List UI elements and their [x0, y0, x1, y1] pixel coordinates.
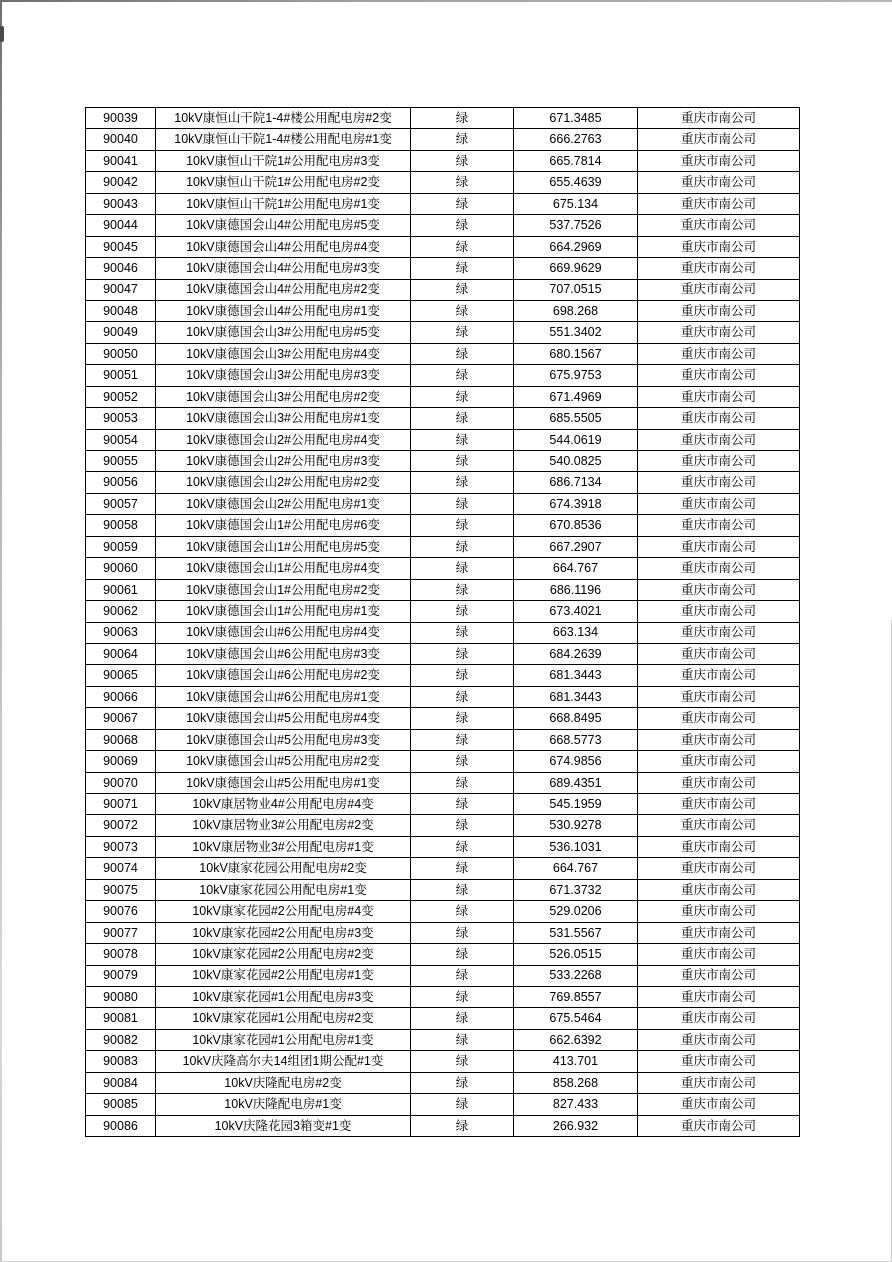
row-status-cell: 绿	[411, 236, 514, 257]
table-row	[86, 836, 800, 857]
row-status-cell: 绿	[411, 536, 514, 557]
row-company-cell: 重庆市南公司	[638, 365, 800, 386]
table-row	[86, 686, 800, 707]
row-value-cell: 675.9753	[514, 365, 638, 386]
substation-table	[85, 107, 800, 1137]
row-value-cell: 684.2639	[514, 643, 638, 664]
row-value-cell: 685.5505	[514, 408, 638, 429]
row-company-cell: 重庆市南公司	[638, 708, 800, 729]
row-name-cell: 10kV康家花园#1公用配电房#1变	[156, 1029, 411, 1050]
row-id-cell: 90068	[86, 729, 156, 750]
table-row	[86, 515, 800, 536]
row-status-cell: 绿	[411, 922, 514, 943]
row-company-cell: 重庆市南公司	[638, 279, 800, 300]
table-row	[86, 579, 800, 600]
row-name-cell: 10kV康恒山干院1-4#楼公用配电房#1变	[156, 129, 411, 150]
row-id-cell: 90056	[86, 472, 156, 493]
row-name-cell: 10kV康德国会山#5公用配电房#1变	[156, 772, 411, 793]
row-value-cell: 689.4351	[514, 772, 638, 793]
row-id-cell: 90054	[86, 429, 156, 450]
row-company-cell: 重庆市南公司	[638, 579, 800, 600]
row-value-cell: 668.8495	[514, 708, 638, 729]
row-name-cell: 10kV庆隆配电房#1变	[156, 1094, 411, 1115]
row-id-cell: 90042	[86, 172, 156, 193]
row-name-cell: 10kV康家花园公用配电房#2变	[156, 858, 411, 879]
row-value-cell: 671.3485	[514, 108, 638, 129]
row-company-cell: 重庆市南公司	[638, 601, 800, 622]
row-name-cell: 10kV康德国会山1#公用配电房#2变	[156, 579, 411, 600]
row-company-cell: 重庆市南公司	[638, 858, 800, 879]
row-status-cell: 绿	[411, 601, 514, 622]
row-value-cell: 526.0515	[514, 944, 638, 965]
row-company-cell: 重庆市南公司	[638, 343, 800, 364]
row-status-cell: 绿	[411, 300, 514, 321]
table-row	[86, 708, 800, 729]
row-company-cell: 重庆市南公司	[638, 751, 800, 772]
row-company-cell: 重庆市南公司	[638, 300, 800, 321]
scan-artifact-mark	[0, 26, 4, 42]
row-name-cell: 10kV康德国会山#6公用配电房#4变	[156, 622, 411, 643]
row-id-cell: 90051	[86, 365, 156, 386]
row-name-cell: 10kV康家花园#1公用配电房#2变	[156, 1008, 411, 1029]
row-name-cell: 10kV康德国会山#6公用配电房#2变	[156, 665, 411, 686]
row-status-cell: 绿	[411, 429, 514, 450]
row-name-cell: 10kV康家花园#2公用配电房#2变	[156, 944, 411, 965]
row-company-cell: 重庆市南公司	[638, 172, 800, 193]
row-id-cell: 90039	[86, 108, 156, 129]
row-name-cell: 10kV康德国会山1#公用配电房#5变	[156, 536, 411, 557]
row-value-cell: 664.767	[514, 858, 638, 879]
row-company-cell: 重庆市南公司	[638, 129, 800, 150]
row-name-cell: 10kV康德国会山4#公用配电房#5变	[156, 215, 411, 236]
row-status-cell: 绿	[411, 1029, 514, 1050]
row-id-cell: 90078	[86, 944, 156, 965]
row-company-cell: 重庆市南公司	[638, 965, 800, 986]
row-status-cell: 绿	[411, 1115, 514, 1136]
row-company-cell: 重庆市南公司	[638, 236, 800, 257]
row-company-cell: 重庆市南公司	[638, 1029, 800, 1050]
row-value-cell: 536.1031	[514, 836, 638, 857]
row-name-cell: 10kV康恒山干院1#公用配电房#1变	[156, 193, 411, 214]
row-value-cell: 537.7526	[514, 215, 638, 236]
table-row	[86, 879, 800, 900]
table-row	[86, 986, 800, 1007]
row-id-cell: 90076	[86, 901, 156, 922]
row-id-cell: 90086	[86, 1115, 156, 1136]
row-value-cell: 674.9856	[514, 751, 638, 772]
row-status-cell: 绿	[411, 108, 514, 129]
row-name-cell: 10kV康德国会山3#公用配电房#2变	[156, 386, 411, 407]
table-row	[86, 643, 800, 664]
table-row	[86, 236, 800, 257]
row-company-cell: 重庆市南公司	[638, 1051, 800, 1072]
row-status-cell: 绿	[411, 472, 514, 493]
row-name-cell: 10kV康家花园公用配电房#1变	[156, 879, 411, 900]
row-status-cell: 绿	[411, 643, 514, 664]
row-name-cell: 10kV康德国会山1#公用配电房#6变	[156, 515, 411, 536]
row-value-cell: 668.5773	[514, 729, 638, 750]
table-row	[86, 1115, 800, 1136]
row-name-cell: 10kV康恒山干院1#公用配电房#2变	[156, 172, 411, 193]
row-id-cell: 90057	[86, 493, 156, 514]
table-row	[86, 322, 800, 343]
row-status-cell: 绿	[411, 751, 514, 772]
row-id-cell: 90048	[86, 300, 156, 321]
row-name-cell: 10kV康德国会山3#公用配电房#4变	[156, 343, 411, 364]
row-id-cell: 90049	[86, 322, 156, 343]
table-row	[86, 215, 800, 236]
row-status-cell: 绿	[411, 1094, 514, 1115]
row-name-cell: 10kV康居物业4#公用配电房#4变	[156, 794, 411, 815]
table-row	[86, 429, 800, 450]
table-row	[86, 751, 800, 772]
row-id-cell: 90066	[86, 686, 156, 707]
row-company-cell: 重庆市南公司	[638, 901, 800, 922]
row-status-cell: 绿	[411, 408, 514, 429]
row-name-cell: 10kV康德国会山2#公用配电房#2变	[156, 472, 411, 493]
row-name-cell: 10kV康德国会山#5公用配电房#2变	[156, 751, 411, 772]
row-company-cell: 重庆市南公司	[638, 515, 800, 536]
row-id-cell: 90072	[86, 815, 156, 836]
row-company-cell: 重庆市南公司	[638, 1115, 800, 1136]
table-row	[86, 365, 800, 386]
row-id-cell: 90045	[86, 236, 156, 257]
row-status-cell: 绿	[411, 665, 514, 686]
row-id-cell: 90071	[86, 794, 156, 815]
row-value-cell: 545.1959	[514, 794, 638, 815]
row-name-cell: 10kV康德国会山#5公用配电房#4变	[156, 708, 411, 729]
table-row	[86, 258, 800, 279]
row-status-cell: 绿	[411, 879, 514, 900]
row-company-cell: 重庆市南公司	[638, 836, 800, 857]
row-value-cell: 530.9278	[514, 815, 638, 836]
row-id-cell: 90059	[86, 536, 156, 557]
row-company-cell: 重庆市南公司	[638, 472, 800, 493]
table-row	[86, 1029, 800, 1050]
row-company-cell: 重庆市南公司	[638, 150, 800, 171]
row-value-cell: 675.134	[514, 193, 638, 214]
row-id-cell: 90053	[86, 408, 156, 429]
row-status-cell: 绿	[411, 493, 514, 514]
row-value-cell: 769.8557	[514, 986, 638, 1007]
row-company-cell: 重庆市南公司	[638, 643, 800, 664]
table-row	[86, 922, 800, 943]
row-status-cell: 绿	[411, 193, 514, 214]
row-name-cell: 10kV康恒山干院1#公用配电房#3变	[156, 150, 411, 171]
table-row	[86, 558, 800, 579]
row-id-cell: 90055	[86, 451, 156, 472]
row-value-cell: 551.3402	[514, 322, 638, 343]
row-value-cell: 544.0619	[514, 429, 638, 450]
row-id-cell: 90065	[86, 665, 156, 686]
row-value-cell: 529.0206	[514, 901, 638, 922]
row-name-cell: 10kV康家花园#2公用配电房#4变	[156, 901, 411, 922]
row-id-cell: 90077	[86, 922, 156, 943]
row-company-cell: 重庆市南公司	[638, 944, 800, 965]
table-row	[86, 279, 800, 300]
row-id-cell: 90044	[86, 215, 156, 236]
row-id-cell: 90061	[86, 579, 156, 600]
row-value-cell: 655.4639	[514, 172, 638, 193]
row-value-cell: 686.7134	[514, 472, 638, 493]
row-name-cell: 10kV康家花园#2公用配电房#3变	[156, 922, 411, 943]
row-status-cell: 绿	[411, 322, 514, 343]
row-id-cell: 90041	[86, 150, 156, 171]
row-value-cell: 266.932	[514, 1115, 638, 1136]
row-name-cell: 10kV康德国会山#6公用配电房#3变	[156, 643, 411, 664]
row-company-cell: 重庆市南公司	[638, 815, 800, 836]
row-value-cell: 686.1196	[514, 579, 638, 600]
table-row	[86, 408, 800, 429]
row-id-cell: 90060	[86, 558, 156, 579]
table-row	[86, 965, 800, 986]
row-name-cell: 10kV康家花园#1公用配电房#3变	[156, 986, 411, 1007]
row-status-cell: 绿	[411, 258, 514, 279]
row-value-cell: 671.3732	[514, 879, 638, 900]
row-status-cell: 绿	[411, 150, 514, 171]
row-id-cell: 90082	[86, 1029, 156, 1050]
row-name-cell: 10kV康德国会山4#公用配电房#3变	[156, 258, 411, 279]
row-company-cell: 重庆市南公司	[638, 772, 800, 793]
row-name-cell: 10kV康德国会山3#公用配电房#3变	[156, 365, 411, 386]
row-id-cell: 90050	[86, 343, 156, 364]
row-name-cell: 10kV康德国会山4#公用配电房#2变	[156, 279, 411, 300]
table-row	[86, 794, 800, 815]
page-edge-top	[0, 0, 892, 2]
table-row	[86, 150, 800, 171]
row-company-cell: 重庆市南公司	[638, 493, 800, 514]
row-company-cell: 重庆市南公司	[638, 215, 800, 236]
row-value-cell: 681.3443	[514, 686, 638, 707]
row-value-cell: 669.9629	[514, 258, 638, 279]
row-value-cell: 413.701	[514, 1051, 638, 1072]
table-row	[86, 772, 800, 793]
row-status-cell: 绿	[411, 836, 514, 857]
row-value-cell: 665.7814	[514, 150, 638, 171]
row-value-cell: 671.4969	[514, 386, 638, 407]
row-value-cell: 827.433	[514, 1094, 638, 1115]
table-row	[86, 944, 800, 965]
table-row	[86, 1072, 800, 1093]
table-row	[86, 451, 800, 472]
row-company-cell: 重庆市南公司	[638, 986, 800, 1007]
table-row	[86, 858, 800, 879]
row-company-cell: 重庆市南公司	[638, 408, 800, 429]
table-row	[86, 108, 800, 129]
row-status-cell: 绿	[411, 279, 514, 300]
row-value-cell: 674.3918	[514, 493, 638, 514]
row-name-cell: 10kV康家花园#2公用配电房#1变	[156, 965, 411, 986]
row-name-cell: 10kV康德国会山2#公用配电房#4变	[156, 429, 411, 450]
table-row	[86, 601, 800, 622]
row-id-cell: 90074	[86, 858, 156, 879]
row-name-cell: 10kV康德国会山1#公用配电房#4变	[156, 558, 411, 579]
table-row	[86, 901, 800, 922]
row-value-cell: 670.8536	[514, 515, 638, 536]
row-status-cell: 绿	[411, 965, 514, 986]
row-status-cell: 绿	[411, 1072, 514, 1093]
row-status-cell: 绿	[411, 729, 514, 750]
row-name-cell: 10kV康居物业3#公用配电房#1变	[156, 836, 411, 857]
row-name-cell: 10kV康德国会山2#公用配电房#3变	[156, 451, 411, 472]
row-value-cell: 675.5464	[514, 1008, 638, 1029]
table-row	[86, 129, 800, 150]
row-value-cell: 664.2969	[514, 236, 638, 257]
table-row	[86, 300, 800, 321]
row-company-cell: 重庆市南公司	[638, 429, 800, 450]
row-status-cell: 绿	[411, 794, 514, 815]
row-company-cell: 重庆市南公司	[638, 665, 800, 686]
row-company-cell: 重庆市南公司	[638, 794, 800, 815]
row-status-cell: 绿	[411, 579, 514, 600]
row-status-cell: 绿	[411, 386, 514, 407]
row-id-cell: 90070	[86, 772, 156, 793]
row-value-cell: 673.4021	[514, 601, 638, 622]
row-value-cell: 680.1567	[514, 343, 638, 364]
row-id-cell: 90079	[86, 965, 156, 986]
row-id-cell: 90064	[86, 643, 156, 664]
row-company-cell: 重庆市南公司	[638, 451, 800, 472]
row-id-cell: 90083	[86, 1051, 156, 1072]
row-id-cell: 90052	[86, 386, 156, 407]
row-status-cell: 绿	[411, 944, 514, 965]
row-value-cell: 531.5567	[514, 922, 638, 943]
row-status-cell: 绿	[411, 365, 514, 386]
row-id-cell: 90043	[86, 193, 156, 214]
row-status-cell: 绿	[411, 686, 514, 707]
row-name-cell: 10kV庆隆高尔夫14组团1期公配#1变	[156, 1051, 411, 1072]
row-value-cell: 681.3443	[514, 665, 638, 686]
table-row	[86, 193, 800, 214]
table-row	[86, 536, 800, 557]
row-name-cell: 10kV康德国会山3#公用配电房#5变	[156, 322, 411, 343]
row-company-cell: 重庆市南公司	[638, 558, 800, 579]
row-id-cell: 90046	[86, 258, 156, 279]
row-id-cell: 90075	[86, 879, 156, 900]
row-name-cell: 10kV康德国会山#6公用配电房#1变	[156, 686, 411, 707]
row-company-cell: 重庆市南公司	[638, 1094, 800, 1115]
row-company-cell: 重庆市南公司	[638, 729, 800, 750]
row-name-cell: 10kV康德国会山1#公用配电房#1变	[156, 601, 411, 622]
row-id-cell: 90067	[86, 708, 156, 729]
row-value-cell: 698.268	[514, 300, 638, 321]
row-name-cell: 10kV庆隆配电房#2变	[156, 1072, 411, 1093]
row-id-cell: 90084	[86, 1072, 156, 1093]
row-company-cell: 重庆市南公司	[638, 1072, 800, 1093]
row-id-cell: 90069	[86, 751, 156, 772]
row-id-cell: 90073	[86, 836, 156, 857]
row-status-cell: 绿	[411, 129, 514, 150]
row-value-cell: 662.6392	[514, 1029, 638, 1050]
row-company-cell: 重庆市南公司	[638, 1008, 800, 1029]
row-value-cell: 667.2907	[514, 536, 638, 557]
table-row	[86, 729, 800, 750]
row-status-cell: 绿	[411, 622, 514, 643]
row-name-cell: 10kV康德国会山4#公用配电房#4变	[156, 236, 411, 257]
row-name-cell: 10kV康德国会山#5公用配电房#3变	[156, 729, 411, 750]
row-company-cell: 重庆市南公司	[638, 386, 800, 407]
row-status-cell: 绿	[411, 815, 514, 836]
table-row	[86, 1094, 800, 1115]
table-row	[86, 172, 800, 193]
row-id-cell: 90063	[86, 622, 156, 643]
table-row	[86, 472, 800, 493]
row-id-cell: 90047	[86, 279, 156, 300]
row-value-cell: 707.0515	[514, 279, 638, 300]
row-id-cell: 90062	[86, 601, 156, 622]
row-id-cell: 90085	[86, 1094, 156, 1115]
row-status-cell: 绿	[411, 343, 514, 364]
row-status-cell: 绿	[411, 451, 514, 472]
row-status-cell: 绿	[411, 772, 514, 793]
row-value-cell: 858.268	[514, 1072, 638, 1093]
row-name-cell: 10kV康德国会山4#公用配电房#1变	[156, 300, 411, 321]
row-status-cell: 绿	[411, 558, 514, 579]
table-row	[86, 386, 800, 407]
row-company-cell: 重庆市南公司	[638, 108, 800, 129]
row-status-cell: 绿	[411, 1051, 514, 1072]
row-name-cell: 10kV康德国会山3#公用配电房#1变	[156, 408, 411, 429]
row-value-cell: 666.2763	[514, 129, 638, 150]
row-name-cell: 10kV庆隆花园3箱变#1变	[156, 1115, 411, 1136]
row-status-cell: 绿	[411, 1008, 514, 1029]
row-value-cell: 533.2268	[514, 965, 638, 986]
row-name-cell: 10kV康德国会山2#公用配电房#1变	[156, 493, 411, 514]
row-status-cell: 绿	[411, 172, 514, 193]
row-value-cell: 663.134	[514, 622, 638, 643]
table-row	[86, 665, 800, 686]
row-company-cell: 重庆市南公司	[638, 879, 800, 900]
table-row	[86, 1051, 800, 1072]
row-value-cell: 664.767	[514, 558, 638, 579]
row-status-cell: 绿	[411, 901, 514, 922]
row-id-cell: 90058	[86, 515, 156, 536]
table-row	[86, 622, 800, 643]
page-edge-left	[0, 0, 2, 1262]
row-status-cell: 绿	[411, 986, 514, 1007]
row-company-cell: 重庆市南公司	[638, 622, 800, 643]
row-status-cell: 绿	[411, 515, 514, 536]
row-name-cell: 10kV康居物业3#公用配电房#2变	[156, 815, 411, 836]
row-company-cell: 重庆市南公司	[638, 922, 800, 943]
row-status-cell: 绿	[411, 708, 514, 729]
row-name-cell: 10kV康恒山干院1-4#楼公用配电房#2变	[156, 108, 411, 129]
table-body	[86, 108, 800, 1137]
row-company-cell: 重庆市南公司	[638, 686, 800, 707]
row-id-cell: 90081	[86, 1008, 156, 1029]
row-value-cell: 540.0825	[514, 451, 638, 472]
row-id-cell: 90080	[86, 986, 156, 1007]
row-company-cell: 重庆市南公司	[638, 258, 800, 279]
row-company-cell: 重庆市南公司	[638, 536, 800, 557]
table-row	[86, 493, 800, 514]
row-company-cell: 重庆市南公司	[638, 322, 800, 343]
row-status-cell: 绿	[411, 858, 514, 879]
row-status-cell: 绿	[411, 215, 514, 236]
table-row	[86, 343, 800, 364]
row-company-cell: 重庆市南公司	[638, 193, 800, 214]
table-row	[86, 1008, 800, 1029]
table-row	[86, 815, 800, 836]
row-id-cell: 90040	[86, 129, 156, 150]
